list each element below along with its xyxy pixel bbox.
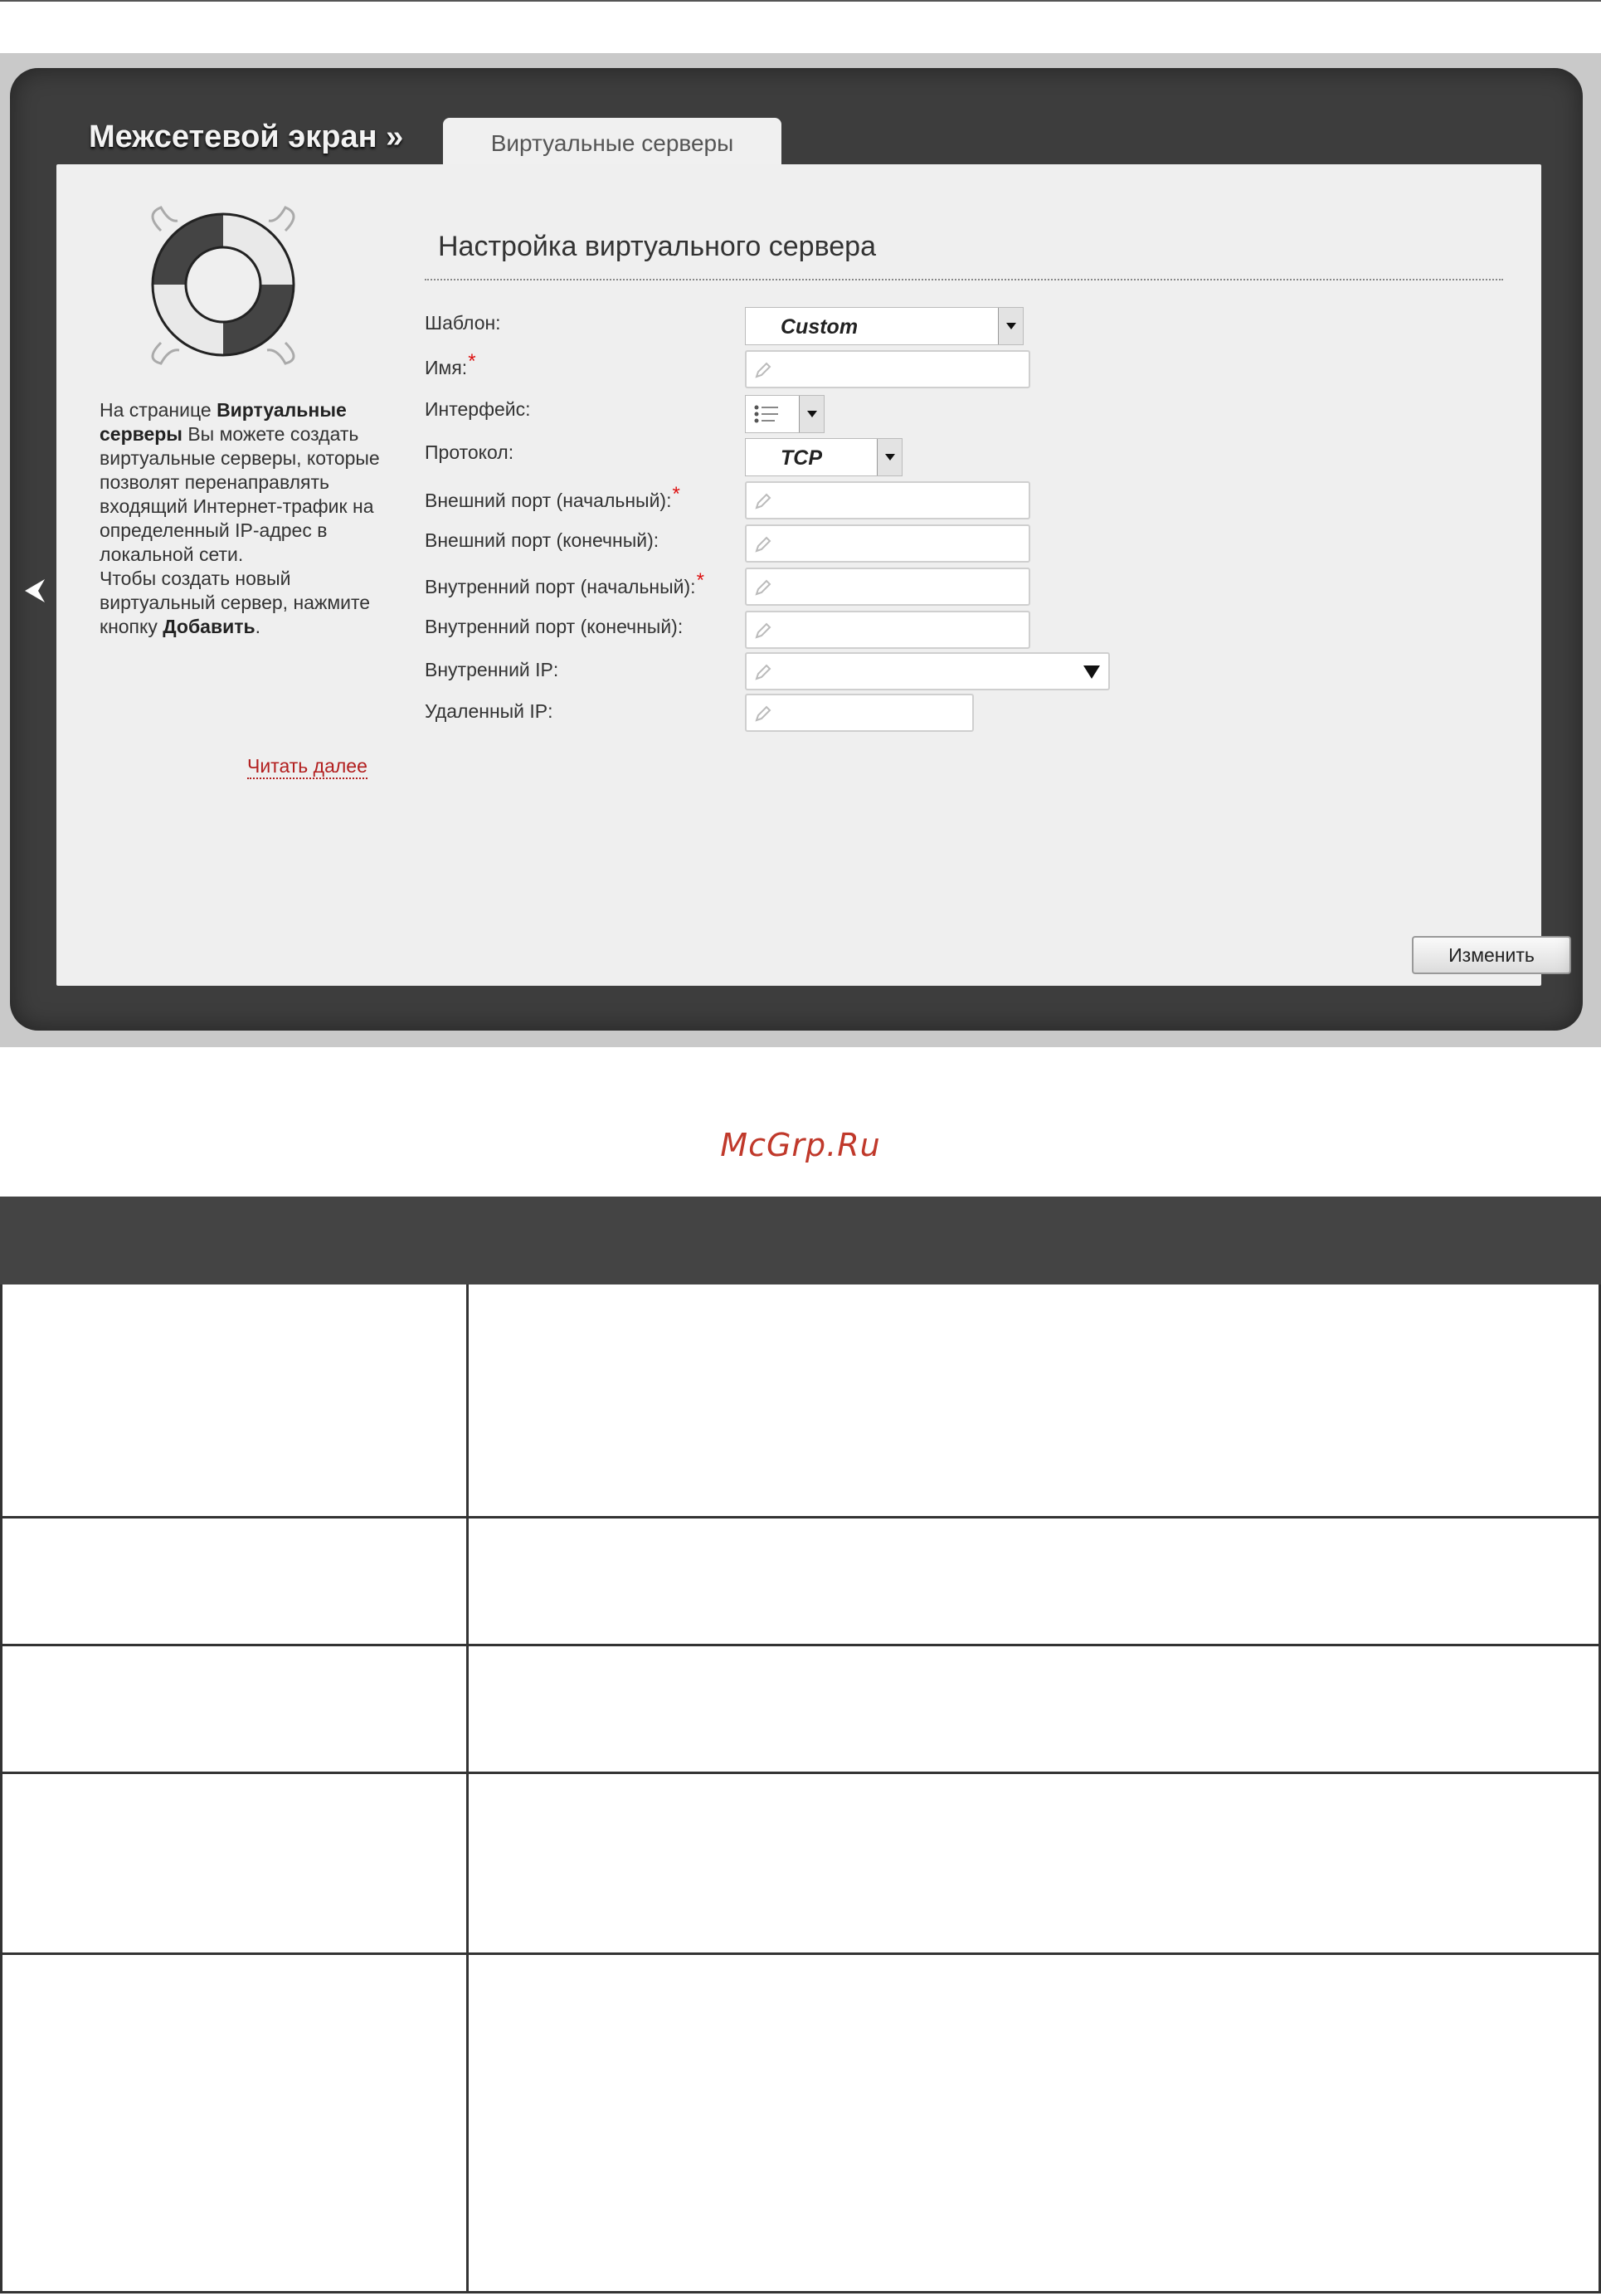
help-text-fragment: . xyxy=(255,616,261,637)
table-row xyxy=(0,1646,1601,1774)
interface-select[interactable] xyxy=(745,395,825,433)
section-title: Межсетевой экран » xyxy=(89,119,404,154)
required-marker: * xyxy=(468,350,476,373)
page-top-rule xyxy=(0,0,1601,2)
description-table xyxy=(0,1197,1601,2294)
form-title: Настройка виртуального сервера xyxy=(438,231,876,262)
protocol-select[interactable] xyxy=(745,438,903,476)
read-more-link[interactable]: Читать далее xyxy=(247,755,367,779)
ext-port-end-label: Внешний порт (конечный): xyxy=(425,529,659,551)
chevron-down-icon xyxy=(877,439,902,475)
internal-ip-label: Внутренний IP: xyxy=(425,659,559,680)
pencil-icon xyxy=(753,578,773,597)
chevron-down-icon xyxy=(799,396,824,432)
template-label: Шаблон: xyxy=(425,312,501,334)
interface-label: Интерфейс: xyxy=(425,398,531,420)
remote-ip-label: Удаленный IP: xyxy=(425,700,553,722)
ext-port-start-input[interactable] xyxy=(745,481,1030,519)
pencil-icon xyxy=(753,534,773,554)
pencil-icon xyxy=(753,360,773,380)
router-ui-frame xyxy=(10,68,1583,1031)
remote-ip-input[interactable] xyxy=(745,694,974,732)
table-row xyxy=(0,1774,1601,1955)
internal-ip-combobox[interactable] xyxy=(745,652,1110,690)
help-text-fragment: На странице xyxy=(100,399,217,421)
screenshot-area xyxy=(0,53,1601,1047)
content-panel xyxy=(56,164,1541,986)
help-text-fragment: Добавить xyxy=(163,616,255,637)
back-arrow-icon[interactable] xyxy=(18,574,51,607)
watermark: McGrp.Ru xyxy=(720,1127,881,1163)
required-marker: * xyxy=(672,483,680,505)
protocol-label: Протокол: xyxy=(425,441,514,463)
help-text-fragment: Вы можете создать виртуальные серверы, которые позволят перенаправлять входящий Интернет-трафик на определенный IP-адрес в локальной сети. xyxy=(100,423,380,565)
form-title-divider xyxy=(425,279,1503,280)
dropdown-arrow-icon[interactable] xyxy=(1083,665,1100,679)
help-text-fragment: Виртуальные серверы xyxy=(100,399,347,445)
template-select[interactable] xyxy=(745,307,1024,345)
tab-virtual-servers[interactable]: Виртуальные серверы xyxy=(443,118,781,169)
change-button[interactable]: Изменить xyxy=(1412,936,1571,974)
int-port-start-label: Внутренний порт (начальный):* xyxy=(425,569,704,597)
protocol-value: TCP xyxy=(781,446,822,470)
table-header xyxy=(0,1197,1601,1284)
required-marker: * xyxy=(696,569,704,592)
help-text-fragment: Чтобы создать новый виртуальный сервер, нажмите кнопку xyxy=(100,568,371,637)
name-label: Имя:* xyxy=(425,350,476,378)
ext-port-end-input[interactable] xyxy=(745,524,1030,563)
ext-port-start-label: Внешний порт (начальный):* xyxy=(425,483,680,511)
chevron-down-icon xyxy=(998,308,1023,344)
list-icon xyxy=(754,404,779,424)
int-port-start-input[interactable] xyxy=(745,568,1030,606)
pencil-icon xyxy=(753,662,773,682)
table-row xyxy=(0,1518,1601,1646)
pencil-icon xyxy=(753,704,773,724)
name-input[interactable] xyxy=(745,350,1030,388)
table-row xyxy=(0,1955,1601,2294)
int-port-end-label: Внутренний порт (конечный): xyxy=(425,616,684,637)
int-port-end-input[interactable] xyxy=(745,611,1030,649)
pencil-icon xyxy=(753,621,773,641)
lifebuoy-icon xyxy=(136,197,310,372)
pencil-icon xyxy=(753,491,773,511)
help-text xyxy=(100,398,382,639)
table-row xyxy=(0,1284,1601,1518)
template-value: Custom xyxy=(781,315,859,339)
